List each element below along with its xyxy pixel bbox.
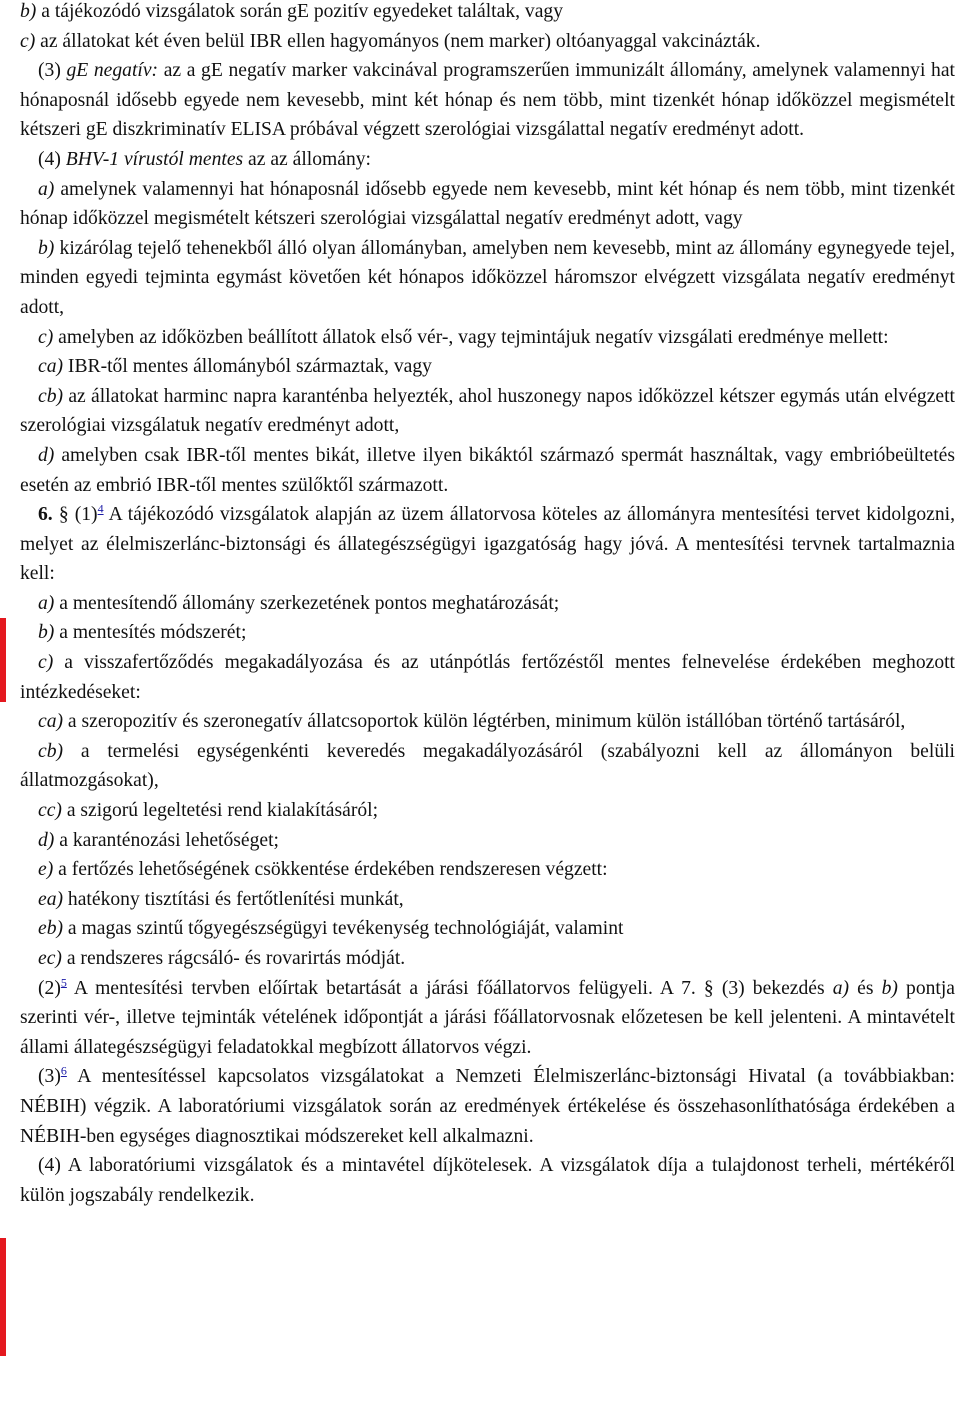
paragraph-text: az állatokat két éven belül IBR ellen hagyományos (nem marker) oltóanyaggal vakcinázták.	[35, 30, 761, 52]
section-number: 6.	[38, 504, 53, 526]
paragraph-text: amelyben az időközben beállított állatok első vér-, vagy tejmintájuk negatív vizsgálati eredménye mellett:	[53, 326, 889, 348]
paragraph-item-d	[20, 826, 955, 856]
paragraph-text: az az állomány:	[243, 148, 371, 170]
paragraph-text: a mentesítendő állomány szerkezetének pontos meghatározását;	[54, 592, 560, 614]
paragraph-text: a visszafertőződés megakadályozása és az utánpótlás fertőzéstől mentes felnevelése érdekében meghozott intézkedéseket:	[20, 652, 955, 703]
paragraph-number: (2)	[38, 977, 61, 999]
paragraph-item-cb	[20, 737, 955, 796]
paragraph-item-c	[20, 648, 955, 707]
paragraph-text: kizárólag tejelő tehenekből álló olyan állományban, amelyben nem kevesebb, mint az állomány egynegyede tejel, minden egyedi tejminta egymást követően két hónapos időközzel háromszor elvégzett vizsgálata negatív eredményt adott,	[20, 237, 955, 318]
paragraph-item-e	[20, 855, 955, 885]
paragraph-text: a szeropozitív és szeronegatív állatcsoportok külön légtérben, minimum külön istállóban történő tartásáról,	[63, 711, 906, 733]
paragraph-item-c	[20, 323, 955, 353]
section-6-paragraph-2	[20, 974, 955, 1063]
section-6-paragraph-4	[20, 1151, 955, 1210]
paragraph-text: a fertőzés lehetőségének csökkentése érdekében rendszeresen végzett:	[53, 859, 608, 881]
paragraph-item-ca	[20, 707, 955, 737]
list-marker: a)	[38, 178, 55, 200]
paragraph-text: amelynek valamennyi hat hónaposnál idősebb egyede nem kevesebb, mint két hónap és nem több, mint tizenkét hónap időközzel megismételt kétszeri szerológiai vizsgálattal negatív eredményt adott, vagy	[20, 178, 955, 230]
footnote-link-5[interactable]: 5	[60, 975, 67, 990]
document-body	[20, 0, 955, 1210]
inline-point-ref: b)	[881, 977, 898, 999]
paragraph-text: a szigorú legeltetési rend kialakításáról;	[61, 800, 379, 822]
paragraph-text: az állatokat harminc napra karanténba helyezték, ahol huszonegy napos időközzel kétszer egymás után elvégzett szerológiai vizsgálatuk negatív eredményt adott,	[20, 385, 955, 437]
defined-term: gE negatív:	[66, 60, 159, 82]
paragraph-item-eb	[20, 914, 955, 944]
list-marker: ec)	[38, 948, 62, 969]
list-marker: cc)	[38, 800, 62, 822]
paragraph-text: IBR-től mentes állományból származtak, vagy	[63, 356, 432, 378]
paragraph-item-b	[20, 234, 955, 323]
paragraph-text: A mentesítési tervben előírtak betartását a járási főállatorvos felügyeli. A 7. § (3) bekezdés a) és b) pontja szerinti vér-, illetve tejminták vételének időpontját a járási főállatorvosnak előzetesen be kell jelenteni. A mintavételt állami állategészségügyi feladatokkal megbízott állatorvos végzi.	[20, 977, 955, 1058]
paragraph-text: a tájékozódó vizsgálatok során gE pozitív egyedeket találtak, vagy	[36, 1, 563, 22]
paragraph-3-ge-negative	[20, 56, 955, 145]
paragraph-text: A tájékozódó vizsgálatok alapján az üzem állatorvosa köteles az állományra mentesítési tervet kidolgozni, melyet az élelmiszerlánc-biztonsági és állategészségügyi igazgatóság hagy jóvá. A mentesítési tervnek tartalmaznia kell:	[20, 504, 955, 585]
list-marker: e)	[38, 859, 54, 881]
paragraph-item-ec	[20, 944, 955, 974]
paragraph-item-c	[20, 27, 955, 57]
list-marker: ca)	[38, 711, 64, 733]
paragraph-item-d	[20, 441, 955, 500]
paragraph-item-ea	[20, 885, 955, 915]
paragraph-item-a	[20, 175, 955, 234]
section-6-paragraph-3	[20, 1062, 955, 1151]
list-marker: cb)	[38, 385, 64, 407]
paragraph-4-bhv1-free	[20, 145, 955, 175]
paragraph-text: a mentesítés módszerét;	[54, 622, 247, 644]
list-marker: cb)	[38, 740, 64, 762]
list-marker: b)	[38, 622, 55, 644]
paragraph-number: (3)	[38, 60, 67, 82]
paragraph-text: hatékony tisztítási és fertőtlenítési munkát,	[63, 888, 404, 910]
paragraph-text: A laboratóriumi vizsgálatok és a mintavétel díjkötelesek. A vizsgálatok díja a tulajdonost terheli, mértékéről külön jogszabály rendelkezik.	[20, 1155, 955, 1206]
paragraph-number: § (1)	[58, 504, 98, 526]
paragraph-text: A mentesítéssel kapcsolatos vizsgálatokat a Nemzeti Élelmiszerlánc-biztonsági Hivatal (a továbbiakban: NÉBIH) végzik. A laboratóriumi vizsgálatok során az eredmények értékelése és összehasonlíthatósága érdekében a NÉBIH-ben egységes diagnosztikai módszereket kell alkalmazni.	[20, 1066, 955, 1147]
list-marker: b)	[38, 237, 55, 259]
list-marker: b)	[20, 1, 37, 22]
paragraph-item-b	[20, 0, 955, 27]
list-marker: c)	[20, 30, 36, 52]
paragraph-item-cc	[20, 796, 955, 826]
change-bar-6-1	[0, 618, 6, 702]
list-marker: c)	[38, 652, 54, 674]
paragraph-text: a karanténozási lehetőséget;	[54, 829, 280, 851]
list-marker: eb)	[38, 918, 64, 940]
inline-point-ref: a)	[832, 977, 850, 999]
list-marker: d)	[38, 444, 55, 466]
paragraph-item-a	[20, 589, 955, 619]
list-marker: a)	[38, 592, 55, 614]
footnote-link-6[interactable]: 6	[60, 1063, 67, 1078]
paragraph-item-cb	[20, 382, 955, 441]
paragraph-item-ca	[20, 352, 955, 382]
list-marker: ea)	[38, 888, 64, 910]
paragraph-text: a magas szintű tőgyegészségügyi tevékenység technológiáját, valamint	[63, 918, 624, 940]
change-bar-6-3	[0, 1238, 6, 1356]
paragraph-number: (4)	[38, 148, 66, 170]
list-marker: ca)	[38, 356, 64, 378]
paragraph-text: az a gE negatív marker vakcinával programszerűen immunizált állomány, amelynek valamennyi hat hónaposnál idősebb egyede nem kevesebb, mint két hónap és nem több, mint tizenkét hónap időközzel megismételt kétszeri gE diszkriminatív ELISA próbával végzett szerológiai vizsgálattal negatív eredményt adott.	[20, 60, 955, 141]
footnote-link-4[interactable]: 4	[97, 501, 104, 516]
paragraph-text: amelyben csak IBR-től mentes bikát, illetve ilyen bikáktól származó spermát használtak, vagy embrióbeültetés esetén az embrió IBR-től mentes szülőktől származott.	[20, 444, 955, 496]
paragraph-text: a rendszeres rágcsáló- és rovarirtás módját.	[61, 948, 406, 969]
paragraph-number: (4)	[38, 1155, 61, 1177]
defined-term: BHV-1 vírustól mentes	[65, 148, 244, 170]
paragraph-text: a termelési egységenkénti keveredés megakadályozásáról (szabályozni kell az állományon belüli állatmozgásokat),	[20, 740, 955, 792]
section-6-paragraph-1	[20, 500, 955, 589]
list-marker: d)	[38, 829, 55, 851]
paragraph-number: (3)	[38, 1066, 61, 1088]
list-marker: c)	[38, 326, 54, 348]
paragraph-item-b	[20, 618, 955, 648]
